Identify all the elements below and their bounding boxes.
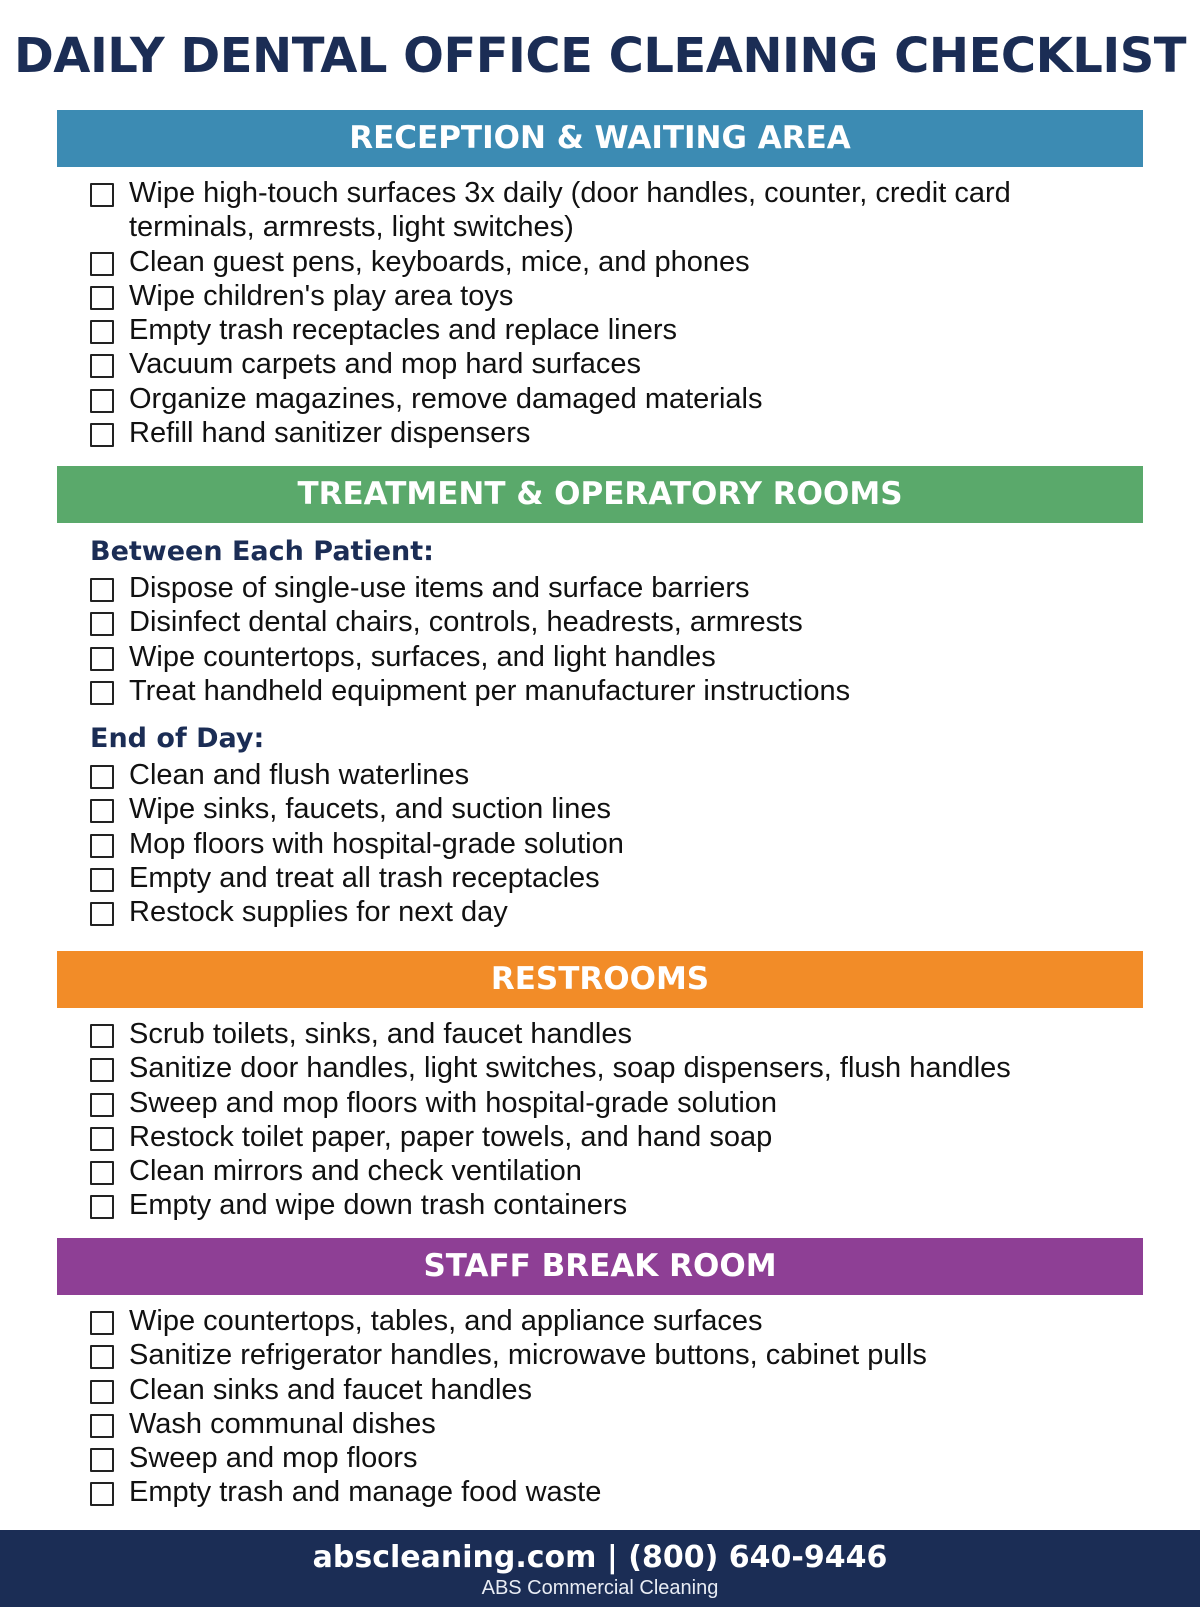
checklist-item-label: Mop floors with hospital-grade solution: [129, 827, 624, 860]
checklist-item: [57, 1407, 1143, 1441]
checkbox[interactable]: [90, 354, 114, 378]
subhead-end-of-day: End of Day:: [90, 723, 265, 755]
checklist-item: [57, 1338, 1143, 1372]
section-header-restrooms: RESTROOMS: [57, 951, 1143, 1008]
checklist-item: [57, 571, 1143, 605]
checklist-item: [57, 382, 1143, 416]
checklist-item-label: Vacuum carpets and mop hard surfaces: [129, 348, 642, 381]
checklist-item-label: Clean sinks and faucet handles: [129, 1373, 533, 1406]
checklist-item-label: Wipe sinks, faucets, and suction lines: [129, 793, 611, 826]
checklist-item-label: Wipe countertops, tables, and appliance surfaces: [129, 1305, 763, 1337]
checklist-item: [57, 1188, 1143, 1222]
checklist-item-label: Empty and treat all trash receptacles: [129, 862, 600, 895]
checkbox[interactable]: [90, 1024, 114, 1048]
checkbox[interactable]: [90, 681, 114, 705]
section-header-reception: RECEPTION & WAITING AREA: [57, 110, 1143, 167]
checklist-item-label: Dispose of single-use items and surface barriers: [129, 572, 750, 604]
checklist-item-label: Restock supplies for next day: [129, 896, 508, 929]
checklist-item-label: Sanitize door handles, light switches, soap dispensers, flush handles: [129, 1052, 1011, 1085]
checklist-item: [57, 605, 1143, 639]
checklist-item: [57, 245, 1143, 279]
checklist-item-label: Clean mirrors and check ventilation: [129, 1155, 582, 1188]
checklist-item: [57, 640, 1143, 674]
checklist-item: [57, 1017, 1143, 1051]
checkbox[interactable]: [90, 868, 114, 892]
checklist-item: [57, 347, 1143, 381]
checklist-item-label: Wipe children's play area toys: [129, 279, 514, 312]
checklist-item-label: Organize magazines, remove damaged materials: [129, 382, 763, 415]
checkbox[interactable]: [90, 1161, 114, 1185]
checklist-item-label: Clean guest pens, keyboards, mice, and phones: [129, 245, 750, 278]
checklist-item: [57, 313, 1143, 347]
checkbox[interactable]: [90, 1380, 114, 1404]
section-header-break-room: STAFF BREAK ROOM: [57, 1238, 1143, 1295]
checklist-break-room: [57, 1304, 1143, 1510]
checklist-item: [57, 1120, 1143, 1154]
checkbox[interactable]: [90, 902, 114, 926]
checklist-item: [57, 895, 1143, 929]
checklist-item: [57, 416, 1143, 450]
checklist-item: [57, 758, 1143, 792]
checkbox[interactable]: [90, 183, 114, 207]
checklist-item: [57, 1051, 1143, 1085]
checklist-end-of-day: [57, 758, 1143, 929]
page-title: DAILY DENTAL OFFICE CLEANING CHECKLIST: [13, 28, 1187, 84]
checklist-item-label: Treat handheld equipment per manufacturer instructions: [129, 674, 851, 707]
checklist-item-label: Sweep and mop floors: [129, 1442, 418, 1475]
checklist-item: [57, 827, 1143, 861]
footer-company: ABS Commercial Cleaning: [481, 1577, 719, 1599]
checklist-item-label: Sanitize refrigerator handles, microwave buttons, cabinet pulls: [129, 1339, 927, 1372]
checklist-item-label: Wipe high-touch surfaces 3x daily (door handles, counter, credit card terminals, armrests, light switches): [129, 177, 1011, 244]
checklist-item-label: Empty and wipe down trash containers: [129, 1189, 628, 1222]
checkbox[interactable]: [90, 320, 114, 344]
section-restrooms: [57, 951, 1143, 1223]
subhead-between-patient: Between Each Patient:: [90, 536, 434, 567]
checkbox[interactable]: [90, 1195, 114, 1219]
checkbox[interactable]: [90, 1414, 114, 1438]
checklist-item: [57, 1441, 1143, 1475]
checklist-item-label: Sweep and mop floors with hospital-grade solution: [129, 1086, 778, 1119]
checkbox[interactable]: [90, 423, 114, 447]
checklist-item-label: Wipe countertops, surfaces, and light handles: [129, 640, 716, 673]
section-treatment: [57, 466, 1143, 930]
checklist-item-label: Restock toilet paper, paper towels, and hand soap: [129, 1120, 773, 1153]
checklist-item-label: Clean and flush waterlines: [129, 759, 470, 792]
checklist-item-label: Refill hand sanitizer dispensers: [129, 417, 531, 450]
checklist-item-label: Empty trash receptacles and replace liners: [129, 314, 678, 347]
section-break-room: [57, 1238, 1143, 1510]
checklist-between-patient: [57, 571, 1143, 708]
checkbox[interactable]: [90, 1345, 114, 1369]
checklist-item-label: Disinfect dental chairs, controls, headrests, armrests: [129, 606, 803, 639]
checklist-item-label: Empty trash and manage food waste: [129, 1476, 602, 1509]
checklist-item: [57, 1304, 1143, 1338]
checkbox[interactable]: [90, 799, 114, 823]
section-header-treatment: TREATMENT & OPERATORY ROOMS: [57, 466, 1143, 523]
checklist-item: [57, 792, 1143, 826]
checklist-item: [57, 674, 1143, 708]
checklist-item: [57, 861, 1143, 895]
footer-contact: abscleaning.com | (800) 640-9446: [312, 1540, 888, 1575]
checkbox[interactable]: [90, 1093, 114, 1117]
checklist-restrooms: [57, 1017, 1143, 1223]
checkbox[interactable]: [90, 578, 114, 602]
checkbox[interactable]: [90, 765, 114, 789]
checkbox[interactable]: [90, 1311, 114, 1335]
checklist-item: [57, 1373, 1143, 1407]
checkbox[interactable]: [90, 612, 114, 636]
checkbox[interactable]: [90, 286, 114, 310]
section-reception: [57, 110, 1143, 450]
checkbox[interactable]: [90, 1127, 114, 1151]
checkbox[interactable]: [90, 1448, 114, 1472]
checkbox[interactable]: [90, 252, 114, 276]
checkbox[interactable]: [90, 1482, 114, 1506]
checklist-item: [57, 176, 1143, 245]
checkbox[interactable]: [90, 647, 114, 671]
checklist-reception: [57, 176, 1143, 450]
footer: [0, 1530, 1200, 1607]
checklist-item-label: Wash communal dishes: [129, 1407, 436, 1440]
checklist-item: [57, 1475, 1143, 1509]
checkbox[interactable]: [90, 1058, 114, 1082]
checklist-item: [57, 1086, 1143, 1120]
checkbox[interactable]: [90, 389, 114, 413]
checklist-item: [57, 1154, 1143, 1188]
checkbox[interactable]: [90, 834, 114, 858]
checklist-item-label: Scrub toilets, sinks, and faucet handles: [129, 1018, 632, 1050]
checklist-item: [57, 279, 1143, 313]
